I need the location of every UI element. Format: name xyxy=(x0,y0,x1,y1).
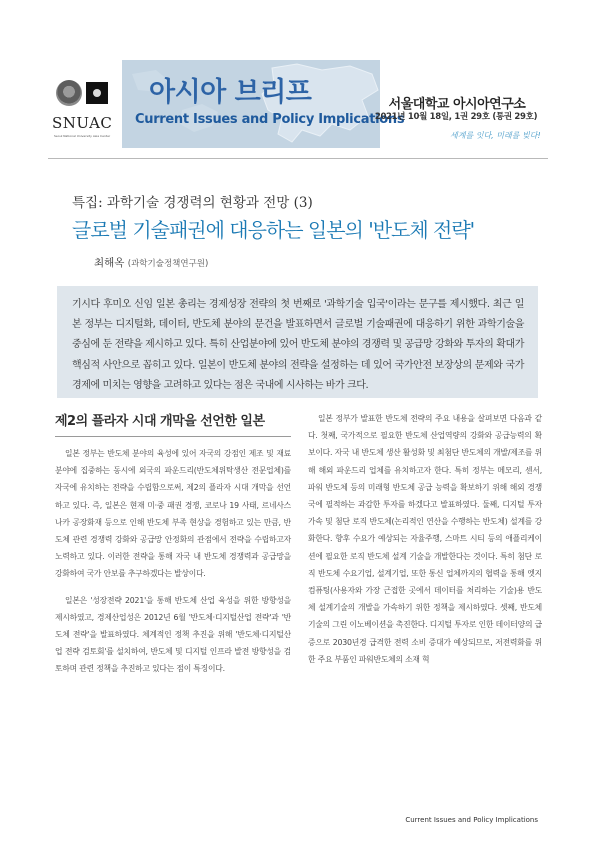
section-heading: 제2의 플라자 시대 개막을 선언한 일본 xyxy=(55,414,265,429)
column-right xyxy=(308,410,542,677)
article-title: 글로벌 기술패권에 대응하는 일본의 '반도체 전략' xyxy=(72,218,475,242)
header-divider xyxy=(48,158,548,159)
author-affiliation: (과학기술정책연구원) xyxy=(127,259,209,269)
slogan: 세계를 잇다, 미래를 빚다! xyxy=(450,131,541,140)
snu-emblem-icon xyxy=(56,80,82,106)
author-line xyxy=(94,255,208,270)
column-left xyxy=(55,410,291,687)
logo-subtext: Seoul National University Asia Center xyxy=(54,134,111,138)
page-footer: Current Issues and Policy Implications xyxy=(405,816,538,824)
abstract-text: 기시다 후미오 신임 일본 총리는 경제성장 전략의 첫 번째로 '과학기술 입국'이라는 문구를 제시했다. 최근 일본 정부는 디지털화, 데이터, 반도체 분야의 문건을 발표하면서 글로벌 기술패권에 대응하기 위한 과학기술을 중심에 둔 전략을 제시하고 있다. 특히 산업분야에 있어 반도체 분야의 경쟁력 및 공급망 강화와 투자의 확대가 핵심적 사안으로 꼽히고 있다. 일본이 반도체 분야의 전략을 설정하는 데 있어 국가안전 보장상의 문제와 국가 경제에 미치는 영향을 고려하고 있다는 점은 국내에 시사하는 바가 크다. xyxy=(72,299,524,391)
section-heading-underline xyxy=(55,436,291,437)
brief-subtitle: Current Issues and Policy Implications xyxy=(135,112,405,127)
series-label: 특집: 과학기술 경쟁력의 현황과 전망 (3) xyxy=(72,195,313,211)
body-paragraph: 일본은 '성장전략 2021'을 통해 반도체 산업 육성을 위한 방향성을 제시하였고, 경제산업성은 2012년 6월 '반도체·디지털산업 전략'과 '반도체 전략'을 발표하였다. 체계적인 정책 추진을 위해 '반도체·디지털산업 전략 검토회'를 설치하여, 반도체 및 디지털 인프라 발전 방향성을 검토하며 관련 정책을 추진하고 있다는 점이 특징이다. xyxy=(55,595,291,674)
brief-title: 아시아 브리프 xyxy=(149,77,312,108)
author-name: 최해옥 xyxy=(94,257,125,269)
logo-text: SNUAC xyxy=(52,114,113,132)
publisher: 서울대학교 아시아연구소 xyxy=(388,97,526,112)
body-paragraph: 일본 정부가 발표한 반도체 전략의 주요 내용을 살펴보면 다음과 같다. 첫째, 국가적으로 필요한 반도체 산업역량의 강화와 공급능력의 확보이다. 자국 내 반도체 생산 활성화 및 최첨단 반도체의 개발/제조를 위해 해외 파운드리 업체를 유치하고자 한다. 특히 정부는 메모리, 센서, 파워 반도체 등의 미래형 반도체 공급 능력을 확보하기 위해 해외 경쟁국에 필적하는 과감한 투자를 하겠다고 발표하였다. 둘째, 디지털 투자 가속 및 첨단 로직 반도체(논리적인 연산을 수행하는 반도체) 설계를 강화한다. 향후 수요가 예상되는 자율주행, 스마트 시티 등의 애플리케이션에 필요한 로직 반도체 설계 기술을 개발한다는 것이다. 특히 첨단 로직 반도체 수요기업, 설계기업, 또한 통신 업체까지의 협력을 통해 엣지 컴퓨팅(사용자와 가장 근접한 곳에서 데이터를 처리하는 기술)용 반도체 설계기술의 개발을 가속하기 위한 정책을 제시하였다. 셋째, 반도체 기술의 그린 이노베이션을 촉진한다. 디지털 투자로 인한 데이터양의 급증으로 2030년경 급격한 전력 소비 증대가 예상되므로, 저전력화를 위한 주요 부품인 파워반도체의 소재 혁 xyxy=(308,414,542,664)
issue-info: 2021년 10월 18일, 1권 29호 (통권 29호) xyxy=(374,112,538,122)
snuac-logo xyxy=(52,68,122,158)
asia-center-mark-icon xyxy=(86,82,108,104)
body-paragraph: 일본 정부는 반도체 분야의 육성에 있어 자국의 강점인 제조 및 재료 분야에 집중하는 동시에 외국의 파운드리(반도체위탁생산 전문업체)를 자국에 유치하는 전략을 수립함으로써, 제2의 플라자 시대 개막을 선언하고 있다. 즉, 일본은 현재 미·중 패권 경쟁, 코로나 19 사태, 르네사스 나카 공장화재 등으로 인해 반도체 부족 현상을 경험하고 있는 만큼, 반도체 관련 경쟁력 강화와 공급망 안정화의 관점에서 전략을 수립하고자 노력하고 있다. 이러한 전략을 통해 자국 내 반도체 경쟁력과 공급망을 강화하여 국가 안보를 추구하겠다는 발상이다. xyxy=(55,449,291,579)
